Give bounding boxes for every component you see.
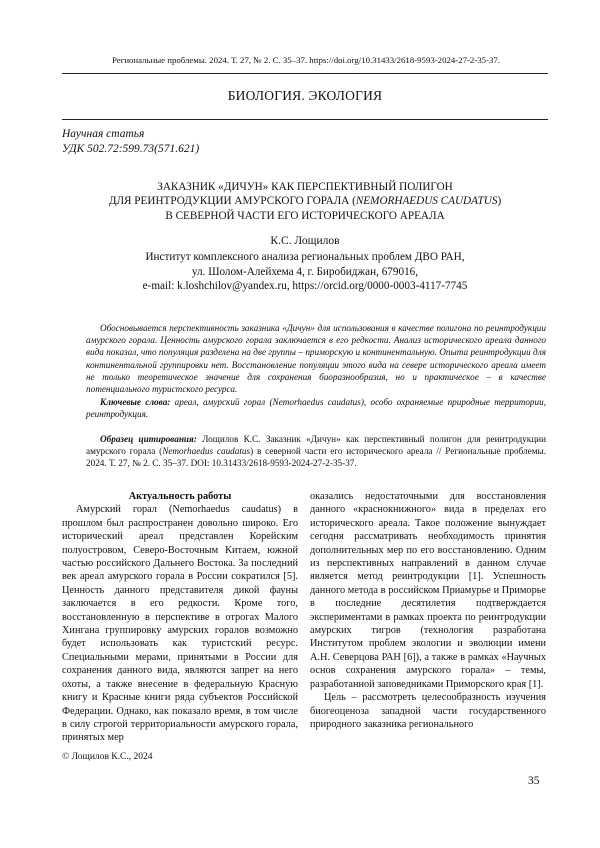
section-rule xyxy=(62,119,548,120)
title-line-2 xyxy=(62,194,548,208)
author-name: К.С. Лощилов xyxy=(270,235,340,247)
affiliation-line-2: ул. Шолом-Алейхема 4, г. Биробиджан, 679016, xyxy=(191,265,419,278)
citation-label: Образец цитирования: xyxy=(100,434,197,444)
title-line-3: В СЕВЕРНОЙ ЧАСТИ ЕГО ИСТОРИЧЕСКОГО АРЕАЛА xyxy=(165,209,445,222)
body-paragraph: Цель – рассмотреть целесообразность изучения биогеоценоза западной части государственного природного заказника регионального xyxy=(310,692,546,730)
body-right-column xyxy=(310,490,546,731)
udk-code: УДК 502.72:599.73(571.621) xyxy=(62,143,200,155)
title-latin-name: NEMORHAEDUS CAUDATUS xyxy=(355,195,498,208)
section-title: БИОЛОГИЯ. ЭКОЛОГИЯ xyxy=(227,88,383,103)
running-head: Региональные проблемы. 2024. Т. 27, № 2. С. 35–37. https://doi.org/10.31433/2618-9593-2024-27-2-35-37. xyxy=(112,55,500,65)
page-number: 35 xyxy=(528,775,540,787)
section-heading: Актуальность работы xyxy=(128,491,232,502)
title-line-2-end: ) xyxy=(497,195,502,208)
citation-part-1: Лощилов К.С. Заказник «Дичун» как перспективный полигон для реинтродукции амурского горала ( xyxy=(86,434,546,457)
keywords-text: ареал, амурский горал (Nemorhaedus caudatus), особо охраняемые природные территории, реинтродукция. xyxy=(86,397,546,420)
title-line-2-start: ДЛЯ РЕИНТРОДУКЦИИ АМУРСКОГО ГОРАЛА ( xyxy=(108,195,356,208)
title-line-1: ЗАКАЗНИК «ДИЧУН» КАК ПЕРСПЕКТИВНЫЙ ПОЛИГОН xyxy=(157,181,453,193)
citation-latin-name: Nemorhaedus caudatus xyxy=(162,446,251,457)
header-rule xyxy=(62,73,548,74)
keywords-label: Ключевые слова: xyxy=(100,397,171,407)
copyright: © Лощилов К.С., 2024 xyxy=(62,752,153,762)
article-type: Научная статья xyxy=(62,128,145,140)
body-left-column xyxy=(62,490,298,745)
affiliation-line-3: e-mail: k.loshchilov@yandex.ru, https://orcid.org/0000-0003-4117-7745 xyxy=(142,280,468,293)
body-paragraph: Амурский горал (Nemorhaedus caudatus) в прошлом был распространен довольно широко. Его исторический ареал представлен Корейским полуостровом, Северо-Восточным Китаем, южной частью российского Дальнего Востока. За последний век ареал амурского горала в России сократился [5]. Ценность данного представителя дикой фауны заключается в его редкости. Кроме того, восстановленную в перспективе в отрогах Малого Хингана группировку амурских горалов возможно будет использовать как туристский ресурс. Специальными мерами, принятыми в России для сохранения данного вида, являются запрет на него охоты, а также внесение в федеральную Красную книгу и Красные книги ряда субъектов Российской Федерации. Однако, как показало время, в том числе в силу строгой территориальности амурского горала, принятых мер xyxy=(62,504,298,744)
body-paragraph-continued: оказались недостаточными для восстановления данного «краснокнижного» вида в пределах его исторического ареала. Такое положение вынуждает сегодня рассматривать необходимость принятия дополнительных мер по его восстановлению. Одним из перспективных направлений в данном случае является метод реинтродукции [1]. Успешность данного метода в российском Приамурье и Приморье в последние десятилетия подтверждается экспериментами в рамках проекта по реинтродукции амурских тигров (технология разработана Институтом проблем экологии и эволюции имени А.Н. Северцова РАН [6]), а также в рамках «Научных основ сохранения амурского горала» – темы, разработанной заповедниками Приморского края [1]. xyxy=(310,491,546,690)
affiliation xyxy=(62,250,548,294)
citation-part-2: ) в северной части его исторического ареала // Региональные проблемы. 2024. Т. 27, № 2. С. 35–37. DOI: 10.31433/2618-9593-2024-27-2-35-37. xyxy=(86,446,546,469)
article-title xyxy=(62,180,548,223)
abstract: Обосновывается перспективность заказника «Дичун» для использования в качестве полигона по реинтродукции амурского горала. Ценность амурского горала заключается в его редкости. Анализ исторического ареала данного вида показал, что популяция разделена на две группы – приморскую и континентальную. Опыта реинтродукции для континентальной группировки нет. Восстановление популяции этого вида на севере исторического ареала имеет не только теоретическое значение для сохранения биоразнообразия, но и практическое – в качестве потенциального туристского ресурса. xyxy=(86,323,546,395)
keywords xyxy=(86,396,546,420)
citation xyxy=(86,433,546,470)
affiliation-line-1: Институт комплексного анализа региональных проблем ДВО РАН, xyxy=(145,251,465,263)
